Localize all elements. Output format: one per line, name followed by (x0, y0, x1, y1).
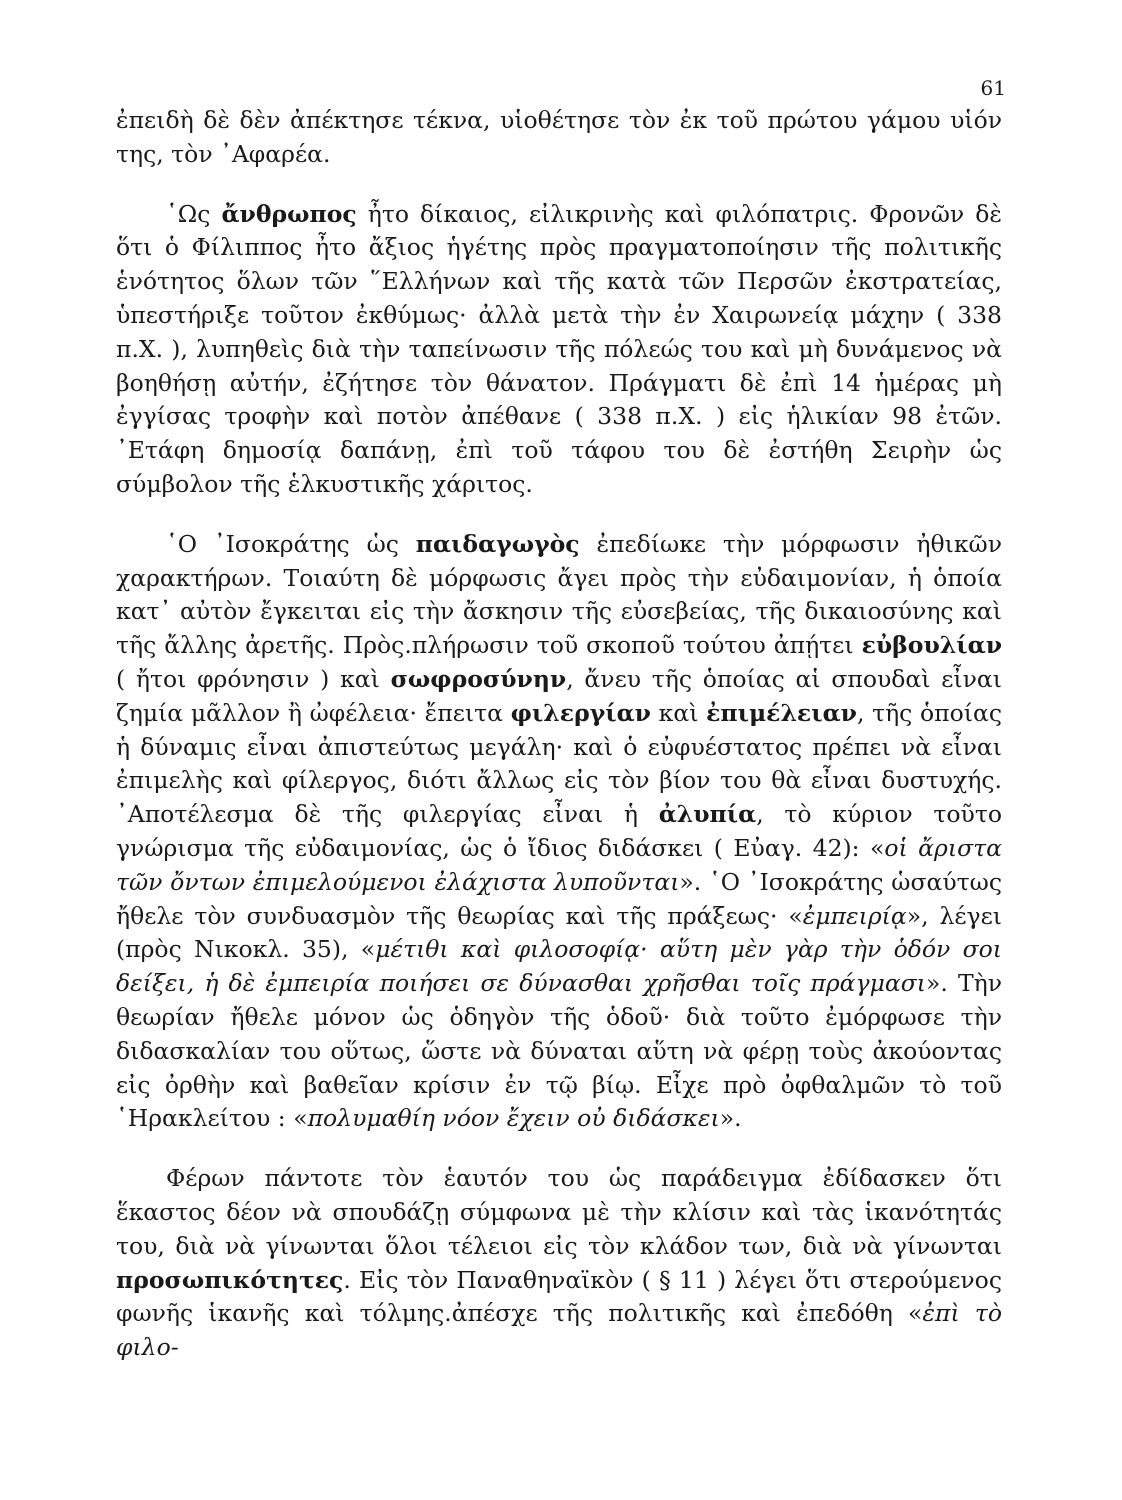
bold-term: ἄνθρωπος (221, 199, 357, 228)
italic-quotation: μέτιθι καὶ φιλοσοφίᾳ· αὕτη μὲν γὰρ τὴν ὁδόν σοι δείξει, ἡ δὲ ἐμπειρία ποιήσει σε δύνασθαι χρῆσθαι τοῖς πράγμασι (116, 935, 1002, 998)
bold-term: παιδαγωγὸς (415, 529, 580, 558)
bold-term: σωφροσύνην (390, 664, 567, 693)
bold-term: προσωπικότητες (116, 1265, 344, 1294)
bold-term: ἐπιμέλειαν (706, 698, 857, 727)
text-run: ». Τὴν θεωρίαν ἤθελε μόνον ὡς ὁδηγὸν τῆς ὁδοῦ· διὰ τοῦτο ἐμόρφωσε τὴν διδασκαλίαν του οὕτως, ὥστε νὰ δύναται αὕτη νὰ φέρῃ τοὺς ἀκούοντας εἰς ὀρθὴν καὶ βαθεῖαν κρίσιν ἐν τῷ βίῳ. Εἶχε πρὸ ὀφθαλμῶν τὸ τοῦ ῾Ηρακλείτου : « (116, 969, 1002, 1133)
text-run: , ἄνευ τῆς ὁποίας αἱ σπουδαὶ εἶναι ζημία μᾶλλον ἢ ὠφέλεια· ἔπειτα (116, 664, 1002, 727)
text-run: ἐπειδὴ δὲ δὲν ἀπέκτησε τέκνα, υἱοθέτησε τὸν ἐκ τοῦ πρώτου γάμου υἱόν της, τὸν ᾿Αφαρέα. (116, 106, 1002, 168)
text-run: ἐπεδίωκε τὴν μόρφωσιν ἠθικῶν χαρακτήρων. Τοιαύτη δὲ μόρφωσις ἄγει πρὸς τὴν εὐδαιμονίαν, ἡ ὁποία κατ᾿ αὐτὸν ἔγκειται εἰς τὴν ἄσκησιν τῆς εὐσεβείας, τῆς δικαιοσύνης καὶ τῆς ἄλλης ἀρετῆς. Πρὸς.πλήρωσιν τοῦ σκοποῦ τούτου ἀπῄτει (116, 529, 1002, 660)
italic-quotation: πολυμαθίη νόον ἔχειν οὐ διδάσκει (307, 1104, 720, 1133)
paragraph-1 (116, 104, 1002, 172)
text-run: ». ῾Ο ᾿Ισοκράτης ὡσαύτως ἤθελε τὸν συνδυασμὸν τῆς θεωρίας καὶ τῆς πράξεως· « (116, 867, 1002, 930)
italic-quotation: ἐμπειρίᾳ (802, 901, 907, 930)
text-run: Φέρων πάντοτε τὸν ἑαυτόν του ὡς παράδειγμα ἐδίδασκεν ὅτι ἕκαστος δέον νὰ σπουδάζῃ σύμφωνα μὲ τὴν κλίσιν καὶ τὰς ἱκανότητάς του, διὰ νὰ γίνωνται ὅλοι τέλειοι εἰς τὸν κλάδον των, διὰ νὰ γίνωνται (116, 1164, 1002, 1260)
paragraph-4 (116, 1162, 1002, 1365)
text-run: ῾Ο ᾿Ισοκράτης ὡς (166, 529, 416, 558)
text-run: , τὸ κύριον τοῦτο γνώρισμα τῆς εὐδαιμονίας, ὡς ὁ ἴδιος διδάσκει ( Εὐαγ. 42): « (116, 800, 1002, 862)
text-run: . Εἰς τὸν Παναθηναϊκὸν ( § 11 ) λέγει ὅτι στερούμενος φωνῆς ἱκανῆς καὶ τόλμης.ἀπέσχε τῆς πολιτικῆς καὶ ἐπεδόθη « (116, 1265, 1002, 1328)
page-number: 61 (980, 76, 1006, 100)
text-run: », λέγει (πρὸς Νικοκλ. 35), « (116, 901, 1002, 964)
italic-quotation: ἐπὶ τὸ φιλο- (116, 1299, 1002, 1362)
paragraph-3 (116, 528, 1002, 1136)
bold-term: εὐβουλίαν (861, 631, 1002, 660)
italic-quotation: οἱ ἄριστα τῶν ὄντων ἐπιμελούμενοι ἐλάχιστα λυποῦνται (116, 833, 1002, 896)
text-run: ἦτο δίκαιος, εἰλικρινὴς καὶ φιλόπατρις. Φρονῶν δὲ ὅτι ὁ Φίλιππος ἦτο ἄξιος ἡγέτης πρὸς πραγματοποίησιν τῆς πολιτικῆς ἑνότητος ὅλων τῶν ῞Ελλήνων καὶ τῆς κατὰ τῶν Περσῶν ἐκστρατείας, ὑπεστήριξε τοῦτον ἐκθύμως· ἀλλὰ μετὰ τὴν ἐν Χαιρωνείᾳ μάχην ( 338 π.Χ. ), λυπηθεὶς διὰ τὴν ταπείνωσιν τῆς πόλεώς του καὶ μὴ δυνάμενος νὰ βοηθήσῃ αὐτήν, ἐζήτησε τὸν θάνατον. Πράγματι δὲ ἐπὶ 14 ἡμέρας μὴ ἐγγίσας τροφὴν καὶ ποτὸν ἀπέθανε ( 338 π.Χ. ) εἰς ἡλικίαν 98 ἐτῶν. ᾿Ετάφη δημοσίᾳ δαπάνῃ, ἐπὶ τοῦ τάφου του δὲ ἐστήθη Σειρὴν ὡς σύμβολον τῆς ἑλκυστικῆς χάριτος. (116, 199, 1002, 498)
text-run: ( ἤτοι φρόνησιν ) καὶ (116, 664, 391, 693)
bold-term: φιλεργίαν (510, 698, 651, 727)
text-run: , τῆς ὁποίας ἡ δύναμις εἶναι ἀπιστεύτως μεγάλη· καὶ ὁ εὐφυέστατος πρέπει νὰ εἶναι ἐπιμελὴς καὶ φίλεργος, διότι ἄλλως εἰς τὸν βίον του θὰ εἶναι δυστυχής. ᾿Αποτέλεσμα δὲ τῆς φιλεργίας εἶναι ἡ (116, 698, 1002, 829)
body-text (116, 104, 1002, 1365)
bold-term: ἀλυπία (658, 800, 757, 829)
paragraph-2 (116, 198, 1002, 502)
text-run: ». (719, 1104, 742, 1133)
text-run: ῾Ως (166, 199, 222, 228)
text-run: καὶ (650, 698, 707, 727)
